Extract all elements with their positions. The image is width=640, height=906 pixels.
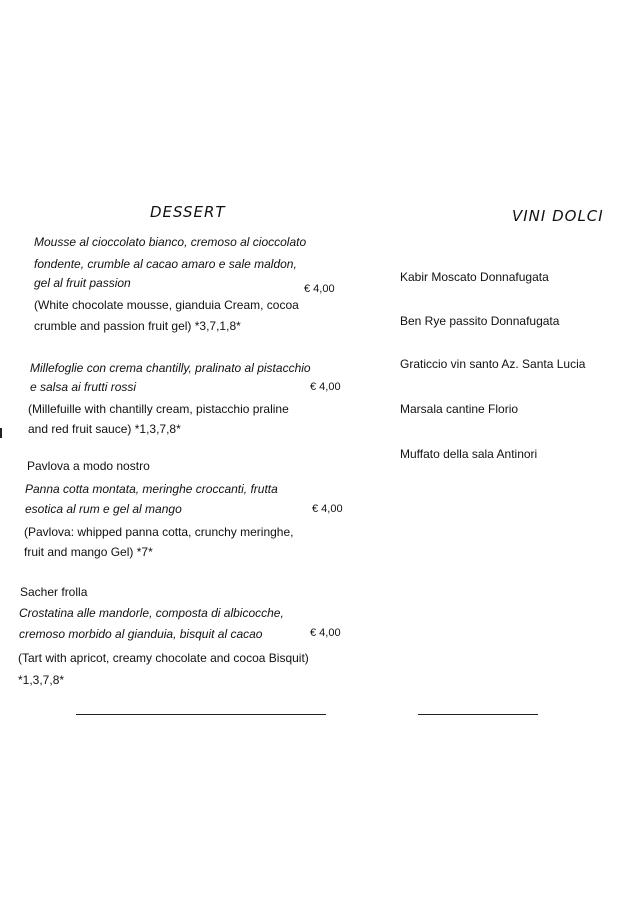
- dessert-line: Panna cotta montata, meringhe croccanti, frutta: [25, 482, 278, 496]
- dessert-line: and red fruit sauce) *1,3,7,8*: [28, 422, 181, 436]
- dessert-line: Crostatina alle mandorle, composta di albicocche,: [19, 606, 284, 620]
- dessert-line: fondente, crumble al cacao amaro e sale maldon,: [34, 257, 297, 271]
- divider-left: [76, 714, 326, 715]
- dessert-line: crumble and passion fruit gel) *3,7,1,8*: [34, 319, 241, 333]
- wine-heading: VINI DOLCI: [512, 207, 604, 225]
- dessert-line: (Tart with apricot, creamy chocolate and cocoa Bisquit): [18, 651, 309, 665]
- dessert-price: € 4,00: [312, 503, 343, 515]
- dessert-line: (Pavlova: whipped panna cotta, crunchy meringhe,: [24, 525, 294, 539]
- dessert-heading: DESSERT: [150, 203, 226, 221]
- dessert-price: € 4,00: [310, 627, 341, 639]
- wine-item: Kabir Moscato Donnafugata: [400, 270, 549, 284]
- dessert-line: esotica al rum e gel al mango: [25, 502, 182, 516]
- divider-right: [418, 714, 538, 715]
- dessert-line: (Millefuille with chantilly cream, pistacchio praline: [28, 402, 289, 416]
- wine-item: Marsala cantine Florio: [400, 402, 519, 416]
- wine-item: Muffato della sala Antinori: [400, 447, 538, 461]
- dessert-line: Sacher frolla: [20, 585, 88, 599]
- dessert-line: gel al fruit passion: [34, 276, 131, 290]
- dessert-price: € 4,00: [304, 283, 335, 295]
- wine-item: Graticcio vin santo Az. Santa Lucia: [400, 357, 586, 371]
- dessert-line: *1,3,7,8*: [18, 673, 65, 687]
- dessert-line: cremoso morbido al gianduia, bisquit al cacao: [19, 627, 263, 641]
- dessert-price: € 4,00: [310, 381, 341, 393]
- dessert-line: Mousse al cioccolato bianco, cremoso al cioccolato: [34, 235, 307, 249]
- dessert-line: Pavlova a modo nostro: [27, 459, 150, 473]
- wine-item: Ben Rye passito Donnafugata: [400, 314, 560, 328]
- dessert-line: e salsa ai frutti rossi: [30, 380, 137, 394]
- dessert-line: Millefoglie con crema chantilly, pralinato al pistacchio: [30, 361, 311, 375]
- margin-mark: [0, 428, 2, 438]
- dessert-line: fruit and mango Gel) *7*: [24, 545, 153, 559]
- dessert-line: (White chocolate mousse, gianduia Cream, cocoa: [34, 298, 299, 312]
